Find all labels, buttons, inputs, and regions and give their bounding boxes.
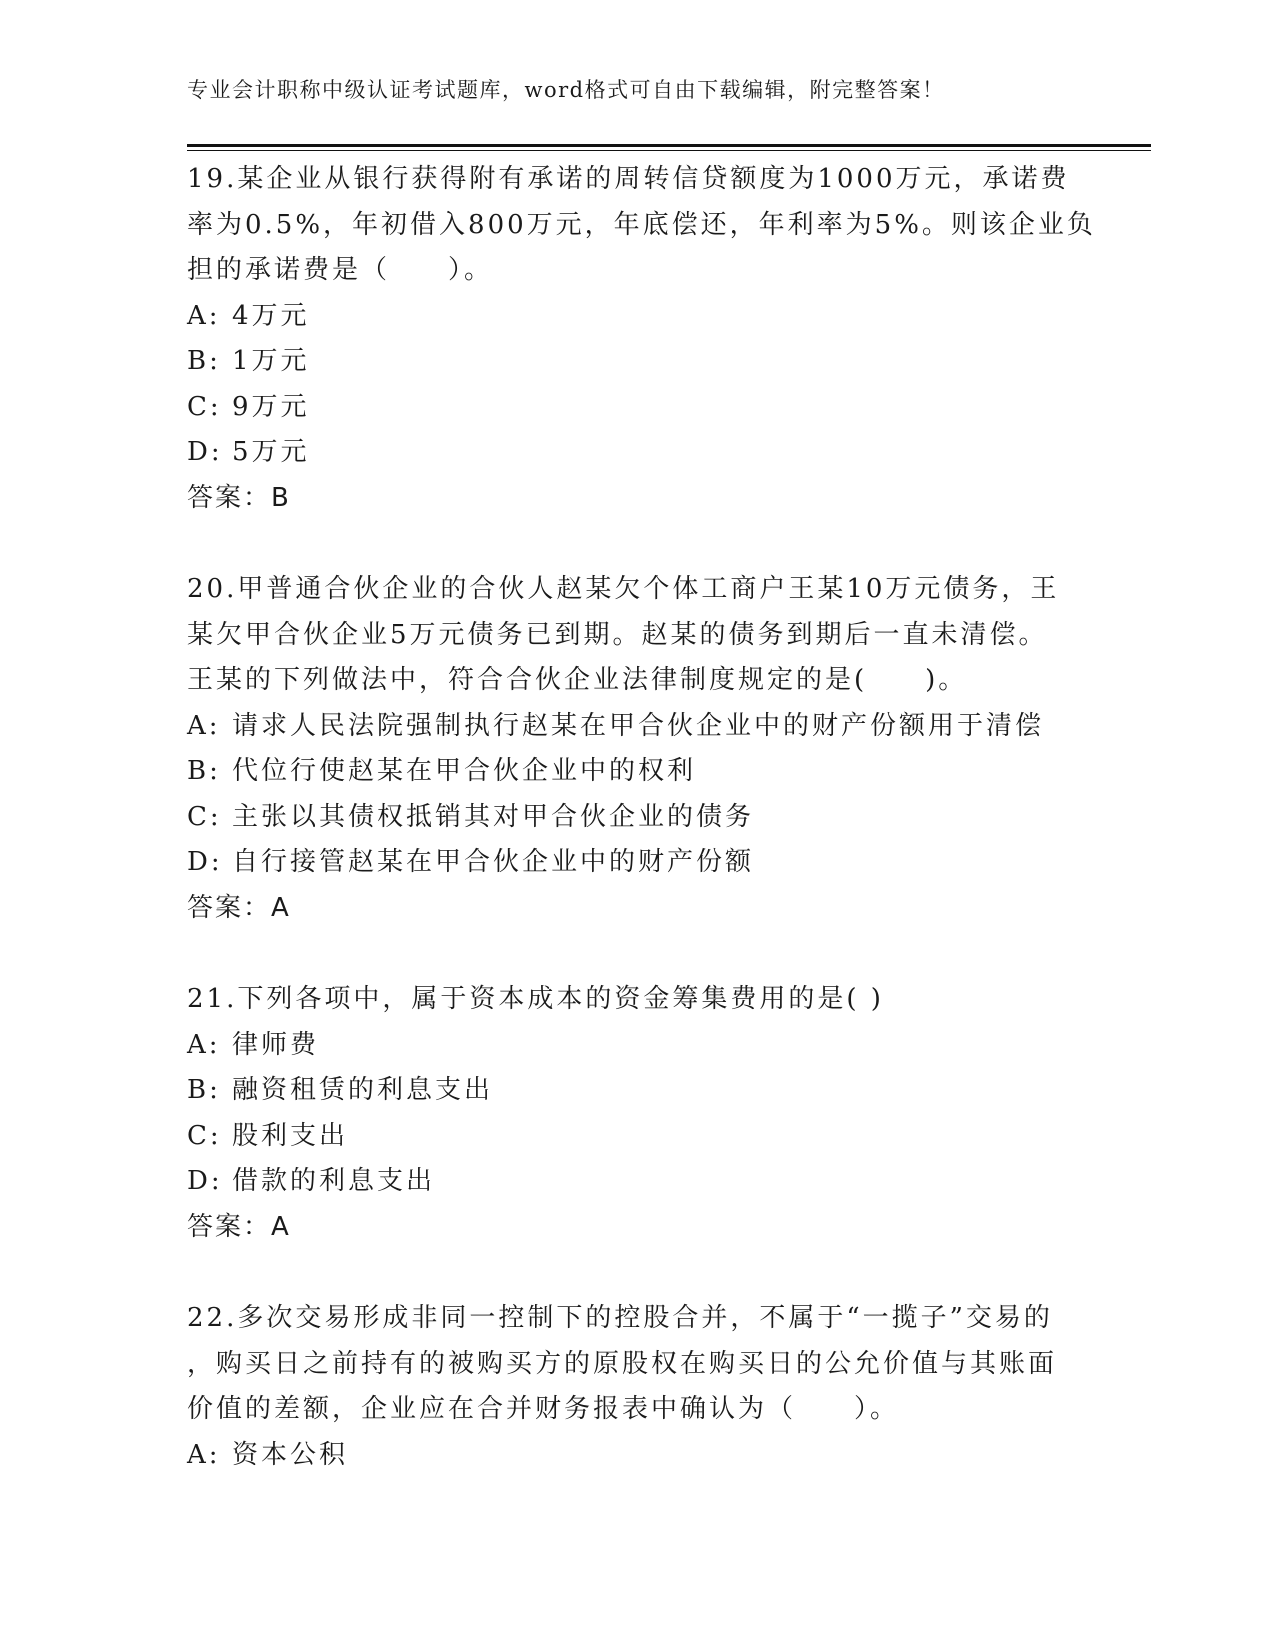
header-rule-thin <box>187 150 1151 151</box>
option-text: 9万元 <box>232 391 310 422</box>
option-letter: A: <box>187 1439 221 1470</box>
question-stem-line: 率为0.5%，年初借入800万元，年底偿还，年利率为5%。则该企业负 <box>187 209 1096 240</box>
question-stem-line: 21.下列各项中，属于资本成本的资金筹集费用的是( ) <box>187 984 884 1014</box>
option-letter: A: <box>187 1029 221 1060</box>
question-block <box>187 977 1087 1250</box>
option-letter: C: <box>187 801 222 832</box>
answer-option <box>187 339 1087 385</box>
answer-option <box>187 840 1087 886</box>
option-letter: A: <box>187 710 221 741</box>
answer-option <box>187 1023 1087 1069</box>
option-letter: D: <box>187 847 223 877</box>
answer-option <box>187 294 1087 340</box>
option-text: 请求人民法院强制执行赵某在甲合伙企业中的财产份额用于清偿 <box>232 710 1045 741</box>
answer-key: 答案：A <box>187 892 291 923</box>
option-letter: A: <box>187 300 221 331</box>
option-text: 代位行使赵某在甲合伙企业中的权利 <box>232 756 697 786</box>
answer-key: 答案：B <box>187 482 291 513</box>
option-letter: B: <box>187 346 221 376</box>
option-text: 5万元 <box>232 437 310 467</box>
option-text: 1万元 <box>232 346 310 376</box>
question-stem-line: ，购买日之前持有的被购买方的原股权在购买日的公允价值与其账面 <box>187 1348 1058 1379</box>
question-stem-line: 某欠甲合伙企业5万元债务已到期。赵某的债务到期后一直未清偿。 <box>187 619 1048 650</box>
question-stem-line: 价值的差额，企业应在合并财务报表中确认为（ ）。 <box>187 1394 900 1424</box>
option-letter: B: <box>187 756 221 786</box>
answer-option <box>187 795 1087 841</box>
question-block <box>187 157 1096 521</box>
option-letter: B: <box>187 1075 221 1105</box>
option-letter: D: <box>187 1166 223 1196</box>
answer-option <box>187 430 1087 476</box>
question-block <box>187 567 1087 931</box>
option-text: 融资租赁的利息支出 <box>232 1075 494 1105</box>
answer-option <box>187 704 1087 750</box>
option-text: 主张以其债权抵销其对甲合伙企业的债务 <box>232 801 755 832</box>
option-text: 4万元 <box>232 300 310 331</box>
answer-option <box>187 385 1087 431</box>
question-stem-line: 担的承诺费是（ ）。 <box>187 255 494 285</box>
question-block <box>187 1296 1087 1478</box>
option-text: 借款的利息支出 <box>232 1166 436 1196</box>
question-spacer <box>187 1250 1087 1296</box>
option-letter: D: <box>187 437 223 467</box>
question-list <box>187 157 1096 1478</box>
answer-option <box>187 749 1087 795</box>
question-stem-line: 19.某企业从银行获得附有承诺的周转信贷额度为1000万元，承诺费 <box>187 164 1070 194</box>
answer-key: 答案：A <box>187 1211 291 1242</box>
question-spacer <box>187 931 1087 977</box>
answer-option <box>187 1114 1087 1160</box>
option-text: 律师费 <box>232 1029 320 1060</box>
question-spacer <box>187 521 1087 567</box>
option-text: 自行接管赵某在甲合伙企业中的财产份额 <box>232 847 755 877</box>
option-letter: C: <box>187 1120 222 1151</box>
option-letter: C: <box>187 391 222 422</box>
page-header: 专业会计职称中级认证考试题库，word格式可自由下载编辑，附完整答案！ <box>187 78 945 102</box>
question-stem-line: 22.多次交易形成非同一控制下的控股合并，不属于“一揽子”交易的 <box>187 1303 1053 1333</box>
option-text: 资本公积 <box>232 1439 349 1470</box>
answer-option <box>187 1159 1087 1205</box>
question-stem-line: 20.甲普通合伙企业的合伙人赵某欠个体工商户王某10万元债务，王 <box>187 574 1060 604</box>
question-stem-line: 王某的下列做法中，符合合伙企业法律制度规定的是( )。 <box>187 665 968 695</box>
option-text: 股利支出 <box>232 1120 349 1151</box>
answer-option <box>187 1433 1087 1479</box>
answer-option <box>187 1068 1087 1114</box>
header-rule-thick <box>187 144 1151 147</box>
